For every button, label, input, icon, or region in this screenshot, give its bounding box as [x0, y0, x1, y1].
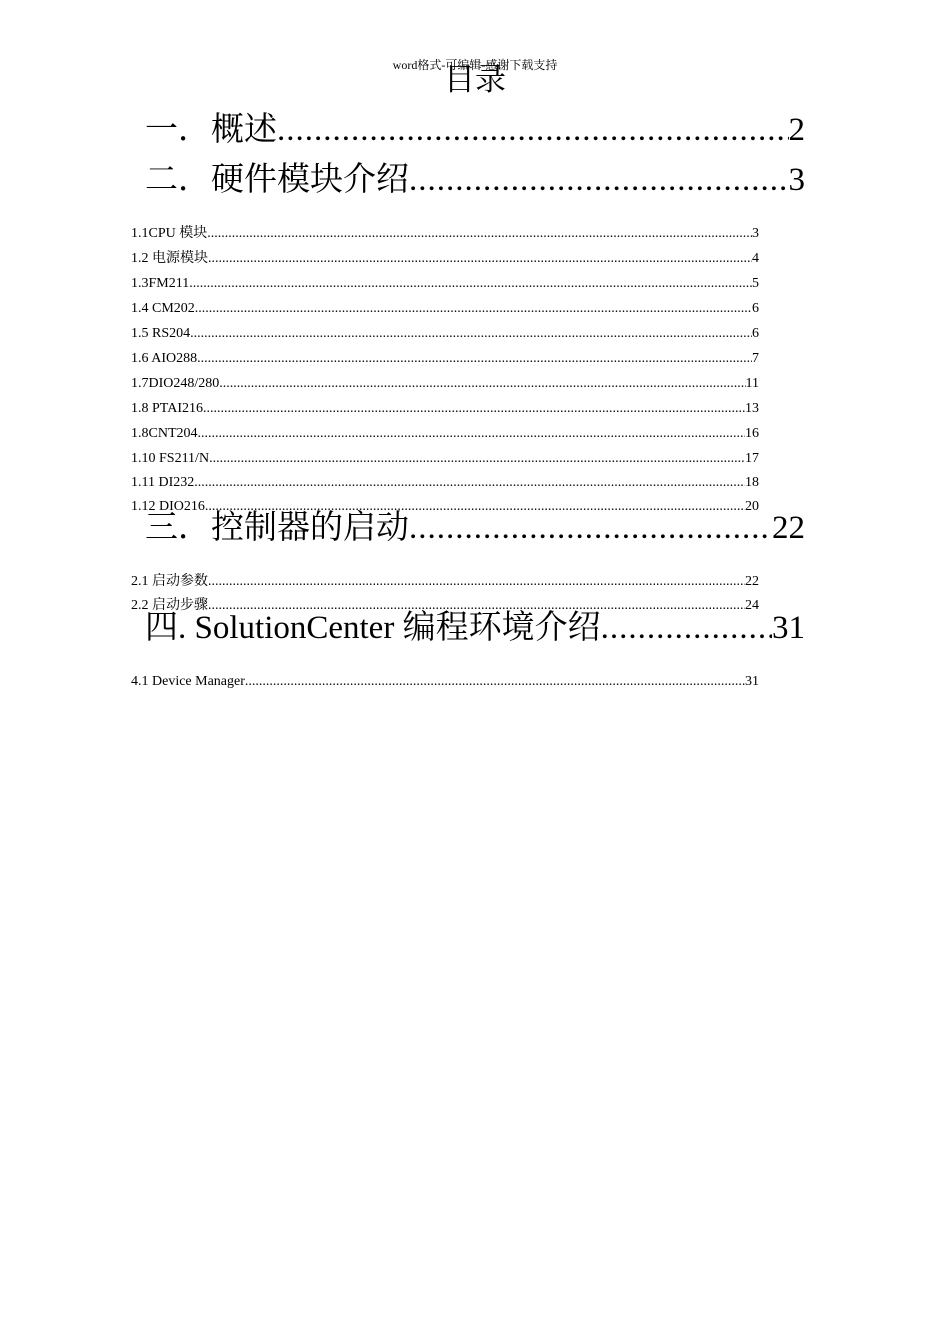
toc-item[interactable] [131, 573, 759, 591]
toc-item[interactable] [131, 425, 759, 443]
toc-page-number: 17 [745, 451, 759, 466]
toc-item[interactable] [131, 250, 759, 268]
toc-section-label: 二．硬件模块介绍 [145, 162, 409, 198]
toc-page-number: 20 [745, 499, 759, 514]
toc-item-label: 1.2 电源模块 [131, 251, 208, 266]
toc-page-number: 22 [772, 510, 805, 546]
header-note: word格式-可编辑-感谢下载支持 [392, 58, 558, 72]
toc-item-label: 1.11 DI232 [131, 475, 195, 490]
toc-leader-dots [203, 400, 745, 418]
toc-item[interactable] [131, 474, 759, 492]
toc-page-number: 11 [745, 376, 759, 391]
toc-item[interactable] [131, 400, 759, 418]
toc-leader-dots [277, 110, 789, 150]
toc-section-2[interactable] [145, 160, 805, 200]
toc-leader-dots [409, 508, 772, 548]
toc-item-label: 1.1CPU 模块 [131, 226, 208, 241]
toc-page-number: 3 [788, 162, 805, 198]
toc-leader-dots [190, 325, 752, 343]
toc-leader-dots [245, 673, 745, 691]
toc-leader-dots [197, 350, 752, 368]
toc-section-label: 四. SolutionCenter 编程环境介绍 [145, 610, 601, 646]
toc-page-number: 16 [745, 426, 759, 441]
toc-item-label: 1.12 DIO216 [131, 499, 205, 514]
toc-leader-dots [208, 573, 745, 591]
toc-item-label: 1.8CNT204 [131, 426, 198, 441]
toc-page-number: 7 [752, 351, 759, 366]
toc-item[interactable] [131, 450, 759, 468]
toc-item-label: 4.1 Device Manager [131, 674, 245, 689]
toc-item-label: 1.6 AIO288 [131, 351, 198, 366]
toc-page-number: 6 [752, 301, 759, 316]
toc-leader-dots [601, 608, 772, 648]
toc-item-label: 1.10 FS211/N [131, 451, 210, 466]
toc-item[interactable] [131, 325, 759, 343]
toc-page-number: 3 [752, 226, 759, 241]
toc-leader-dots [189, 275, 752, 293]
toc-section-label: 三．控制器的启动 [145, 510, 409, 546]
toc-leader-dots [194, 474, 745, 492]
toc-item[interactable] [131, 225, 759, 243]
toc-page-number: 24 [745, 598, 759, 613]
toc-page-number: 6 [752, 326, 759, 341]
toc-leader-dots [207, 225, 752, 243]
toc-page-number: 4 [752, 251, 759, 266]
toc-item[interactable] [131, 275, 759, 293]
toc-item-label: 2.1 启动参数 [131, 574, 208, 589]
toc-page-number: 2 [788, 112, 805, 148]
toc-page-number: 31 [745, 674, 759, 689]
toc-leader-dots [409, 160, 789, 200]
toc-leader-dots [219, 375, 745, 393]
toc-section-1[interactable] [145, 110, 805, 150]
toc-page-number: 5 [752, 276, 759, 291]
toc-item-label: 1.7DIO248/280 [131, 376, 220, 391]
toc-item-label: 1.4 CM202 [131, 301, 195, 316]
toc-item-label: 2.2 启动步骤 [131, 598, 208, 613]
toc-page-number: 22 [745, 574, 759, 589]
toc-item[interactable] [131, 350, 759, 368]
toc-item-label: 1.8 PTAI216 [131, 401, 203, 416]
toc-section-label: 一．概述 [145, 112, 277, 148]
toc-leader-dots [198, 425, 746, 443]
toc-leader-dots [209, 450, 745, 468]
toc-page-number: 18 [745, 475, 759, 490]
toc-page-number: 31 [772, 610, 805, 646]
toc-item[interactable] [131, 375, 759, 393]
toc-title: 目录 [444, 62, 506, 97]
toc-section-3[interactable] [145, 508, 805, 548]
toc-section-4[interactable] [145, 608, 805, 648]
toc-leader-dots [195, 300, 752, 318]
toc-page-number: 13 [745, 401, 759, 416]
toc-item[interactable] [131, 300, 759, 318]
toc-item[interactable] [131, 673, 759, 691]
toc-item-label: 1.5 RS204 [131, 326, 191, 341]
toc-item-label: 1.3FM211 [131, 276, 190, 291]
toc-leader-dots [208, 250, 752, 268]
